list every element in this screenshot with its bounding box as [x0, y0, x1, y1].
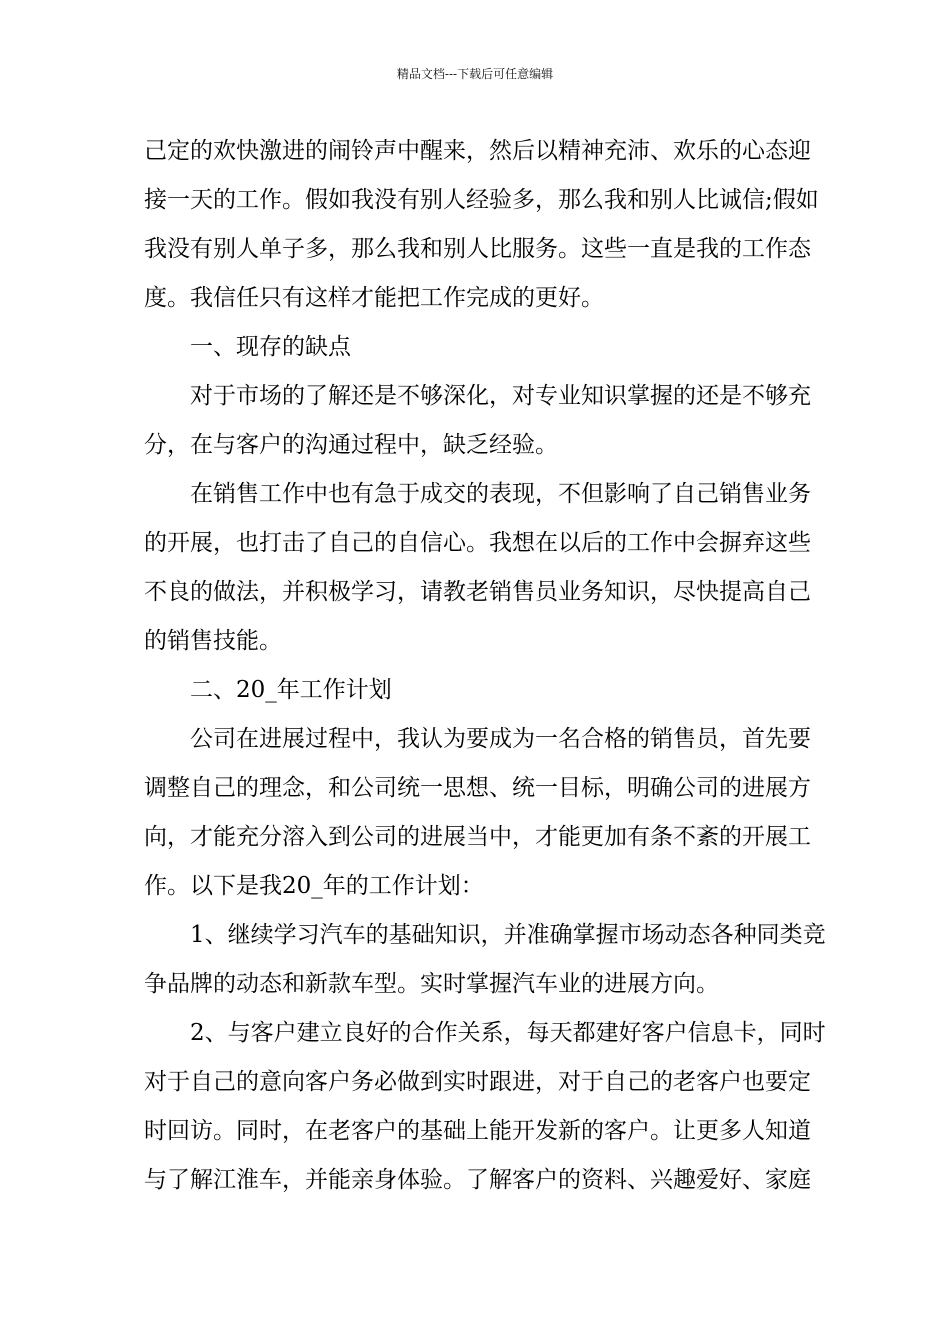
text-line: 我没有别人单子多，那么我和别人比服务。这些一直是我的工作态 [144, 236, 811, 262]
text-line: 己定的欢快激进的闹铃声中醒来，然后以精神充沛、欢乐的心态迎 [144, 138, 811, 164]
text-line: 向，才能充分溶入到公司的进展当中，才能更加有条不紊的开展工 [144, 824, 811, 850]
text-line: 不良的做法，并积极学习，请教老销售员业务知识，尽快提高自己 [144, 579, 811, 605]
text-line: 一、现存的缺点 [190, 334, 351, 360]
text-line: 的开展，也打击了自己的自信心。我想在以后的工作中会摒弃这些 [144, 530, 811, 556]
document-body [144, 127, 826, 1205]
text-line: 的销售技能。 [144, 628, 282, 654]
text-line: 公司在进展过程中，我认为要成为一名合格的销售员，首先要 [190, 726, 811, 752]
text-line: 接一天的工作。假如我没有别人经验多，那么我和别人比诚信;假如 [144, 187, 819, 213]
text-line: 对于市场的了解还是不够深化，对专业知识掌握的还是不够充 [190, 383, 811, 409]
text-line: 2、与客户建立良好的合作关系，每天都建好客户信息卡，同时 [190, 1020, 826, 1046]
text-line: 作。以下是我20_年的工作计划： [144, 873, 484, 899]
text-line: 调整自己的理念，和公司统一思想、统一目标，明确公司的进展方 [144, 775, 811, 801]
text-line: 度。我信任只有这样才能把工作完成的更好。 [144, 285, 604, 311]
page-header: 精品文档---下载后可任意编辑 [396, 67, 554, 81]
text-line: 二、20_年工作计划 [190, 677, 392, 703]
text-line: 分，在与客户的沟通过程中，缺乏经验。 [144, 432, 558, 458]
text-line: 对于自己的意向客户务必做到实时跟进，对于自己的老客户也要定 [144, 1069, 811, 1095]
text-line: 1、继续学习汽车的基础知识，并准确掌握市场动态各种同类竞 [190, 922, 826, 948]
text-line: 与了解江淮车，并能亲身体验。了解客户的资料、兴趣爱好、家庭 [144, 1167, 811, 1193]
text-line: 在销售工作中也有急于成交的表现，不但影响了自己销售业务 [190, 481, 811, 507]
text-line: 争品牌的动态和新款车型。实时掌握汽车业的进展方向。 [144, 971, 719, 997]
text-line: 时回访。同时，在老客户的基础上能开发新的客户。让更多人知道 [144, 1118, 811, 1144]
